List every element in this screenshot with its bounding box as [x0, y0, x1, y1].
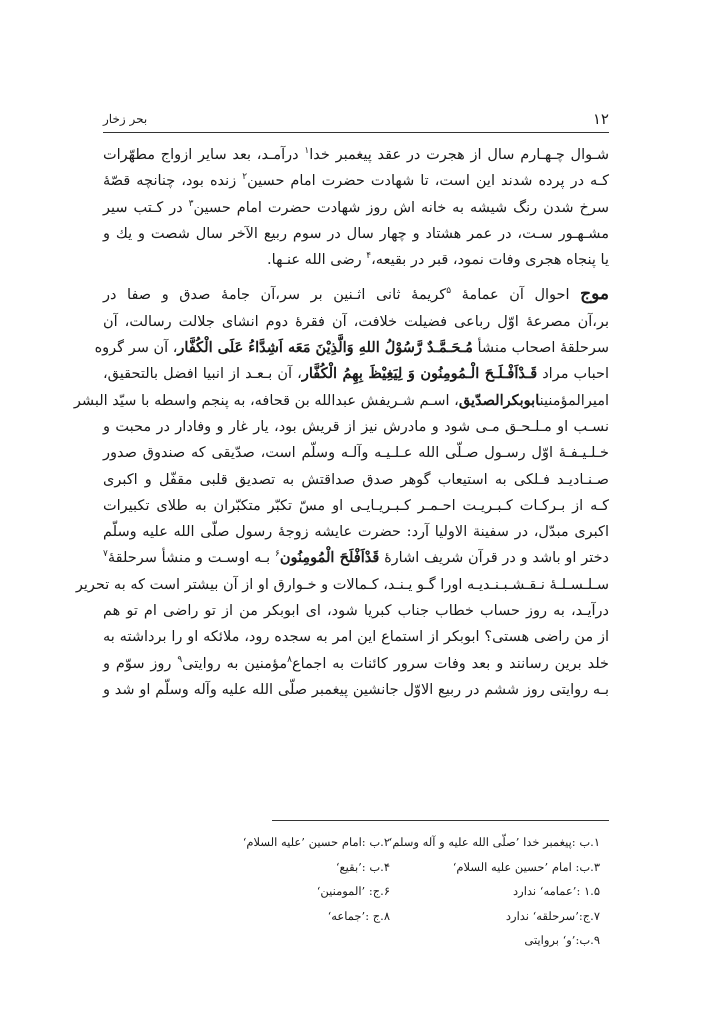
text-line: کـه از بـرکـات کـبـریـت احـمـر کـبـریـایـی او مسّ تکبّر متکبّران به طلای تکبیرات — [103, 497, 609, 514]
text-line: بر،آن مصرعهٔ اوّل رباعی فضیلت خلافت، آن فقرهٔ دوم انشای جلالت رسالت، آن — [103, 313, 609, 330]
text-line: بـه روایتی روز ششم در ربیع الاوّل جانشین پیغمبر صلّی الله علیه وآله وسلّم او شد و — [103, 681, 609, 698]
footnote: ۱.۵ :’عمامه‘ ندارد — [513, 884, 600, 898]
text-line: خـلـیـفـهٔ اوّل رسـول صـلّی الله عـلـیـه وآلـه وسلّم است، صدّیقی که صندوق صدور — [103, 445, 609, 462]
footnote-ref: ۹ — [177, 654, 183, 665]
footnote: ۸.ج :’جماعه‘ — [327, 908, 390, 923]
person-name: ابوبکرالصدّیق — [458, 391, 540, 409]
text-run: روز سوّم و — [103, 655, 178, 672]
text-line — [103, 247, 609, 273]
footnote-ref: ۱ — [304, 146, 310, 157]
footnotes — [180, 830, 600, 953]
text-line: از من راضی هستی؟ ابوبکر از استماع این امر به سجده رود، ملائکه او را برداشته به — [103, 629, 609, 646]
text-run: کریمهٔ ثانی اثـنین بر سر،آن جامهٔ صدق و صفا در — [103, 287, 447, 304]
text-run: سرخ شدن رنگ شیشه به خانه اش روز شهادت حضرت امام حسین — [193, 199, 610, 216]
footnote-row — [180, 928, 600, 953]
text-line: نسـب او مـلـحـق مـی شود و مادرش نیز از قریش بود، یار غار و وفادار در محبت و — [103, 418, 609, 435]
text-run: کـه در پرده شدند این است، تا شهادت حضرت امام حسین — [247, 173, 609, 190]
text-run: شـوال چـهـارم سال از هجرت در عقد پیغمبر خدا — [309, 147, 610, 163]
footnote-ref: ۷ — [103, 549, 108, 560]
text-run: احباب مراد — [537, 366, 609, 383]
footnote: ۲.ب :امام حسین ’علیه السلام‘ — [242, 835, 390, 849]
footnote-row — [180, 904, 600, 929]
footnote-row — [180, 855, 600, 880]
footnote: ۴.ب :’بقیع‘ — [335, 859, 390, 874]
body-text — [73, 142, 610, 703]
text-run: ، آن بـعـد از انبیا افضل بالتحقیق، — [103, 366, 302, 383]
text-line: صـنـادیـد فـلکی به استیعاب گوهر صدق صداقتش به تصدیق قلبی مقفّل و اکبری — [103, 471, 609, 488]
text-run: مؤمنین به روایتی — [182, 655, 288, 672]
text-run: رضی الله عنـها. — [267, 252, 367, 269]
text-run: درآمـد، بعد سایر ازواج مطهّرات — [103, 147, 305, 163]
footnote: ۹.ب:’و‘ بروایتی — [524, 933, 600, 947]
section-lead-word: موج — [580, 284, 609, 305]
text-line — [103, 281, 609, 308]
text-run: ، اسـم شـریفش عبدالله بن قحافه، به پنجم واسطه با سیّد البشر — [73, 392, 459, 409]
text-run: امیرالمؤمنین — [539, 392, 609, 409]
text-line — [94, 335, 609, 361]
footnote: ۶.ج: ’المومنین‘ — [316, 884, 390, 898]
paragraph-2 — [73, 281, 610, 703]
text-line — [103, 142, 609, 168]
text-line — [103, 195, 609, 221]
footnote — [180, 928, 390, 953]
text-line: سـلـسـلـهٔ نـقـشـبـنـدیـه اورا گـو یـنـد، کـمالات و خـوارق او از آن بیشتر است که به تحریر — [75, 576, 609, 593]
footnote: ۱.ب :پیغمبر خدا ’صلّی الله علیه و آله وسلم‘ — [388, 835, 600, 849]
text-run: سرحلقهٔ اصحاب منشأ — [472, 340, 609, 357]
footnote: ۷.ج:’سرحلقه‘ ندارد — [505, 908, 600, 923]
text-run: دختر او باشد و در قرآن شریف اشارهٔ — [379, 550, 610, 567]
footnote: ۳.ب: امام ’حسین علیه السلام‘ — [452, 859, 600, 874]
text-run: زنده بود، چنانچه قصّهٔ — [103, 173, 243, 190]
text-line: اکبری مبدّل، در سفینة الاولیا آرد: حضرت عایشه زوجهٔ رسول صلّی الله علیه وسلّم — [103, 524, 609, 541]
text-line — [103, 168, 609, 194]
footnote-row — [180, 830, 600, 855]
text-run: خلد برین رسانند و بعد وفات سرور کائنات به اجماع — [291, 655, 609, 672]
text-line: درآیـد، به روز حساب خطاب جناب کبریا شود، ای ابوبکر من از تو راضی ام تو هم — [103, 603, 609, 620]
quran-quote: مُـحَـمَّـدٌ رَّسُوْلُ اللهِ وَالَّذِیْنَ مَعَه اَشِدَّاءُ عَلَی الْکُفَّار — [177, 339, 473, 357]
running-title: بحر زخار — [103, 112, 148, 126]
footnote-ref: ۵ — [446, 286, 452, 297]
footnote-ref: ۸ — [287, 654, 292, 665]
text-line — [73, 388, 609, 414]
text-run: ، آن سر گروه — [94, 340, 178, 357]
footnote-ref: ۳ — [188, 198, 194, 209]
footnote-ref: ۲ — [242, 172, 248, 183]
footnote-ref: ۶ — [274, 549, 280, 560]
text-line — [103, 651, 609, 677]
text-line — [103, 361, 609, 387]
footnote-ref: ۴ — [366, 251, 372, 262]
quran-quote: قَدْاَفْلَحَ الْمُومِنُون — [279, 549, 380, 567]
page-number: ۱۲ — [592, 110, 609, 128]
text-run: یا پنجاه هجری وفات نمود، قبر در بقیعه، — [371, 252, 609, 269]
text-run: در کـتب سیر — [103, 199, 189, 216]
text-line: مشـهـور سـت، در عمر هشتاد و چهار سال در سوم ربیع الآخر سال شصت و یك و — [103, 225, 609, 242]
footnote-divider — [272, 820, 609, 821]
text-run: بـه اوسـت و منشأ سرحلقهٔ — [107, 550, 275, 567]
paragraph-1 — [103, 142, 609, 273]
page-header — [103, 108, 609, 133]
footnote-row — [180, 879, 600, 904]
quran-quote: قَـدْاَفْـلَـحَ الْـمُومِنُون وَ لِیَغِیْظَ بِهِمُ الْکُفَّار — [301, 365, 538, 383]
text-run: احوال آن عمامهٔ — [451, 287, 581, 304]
text-line — [103, 545, 609, 571]
